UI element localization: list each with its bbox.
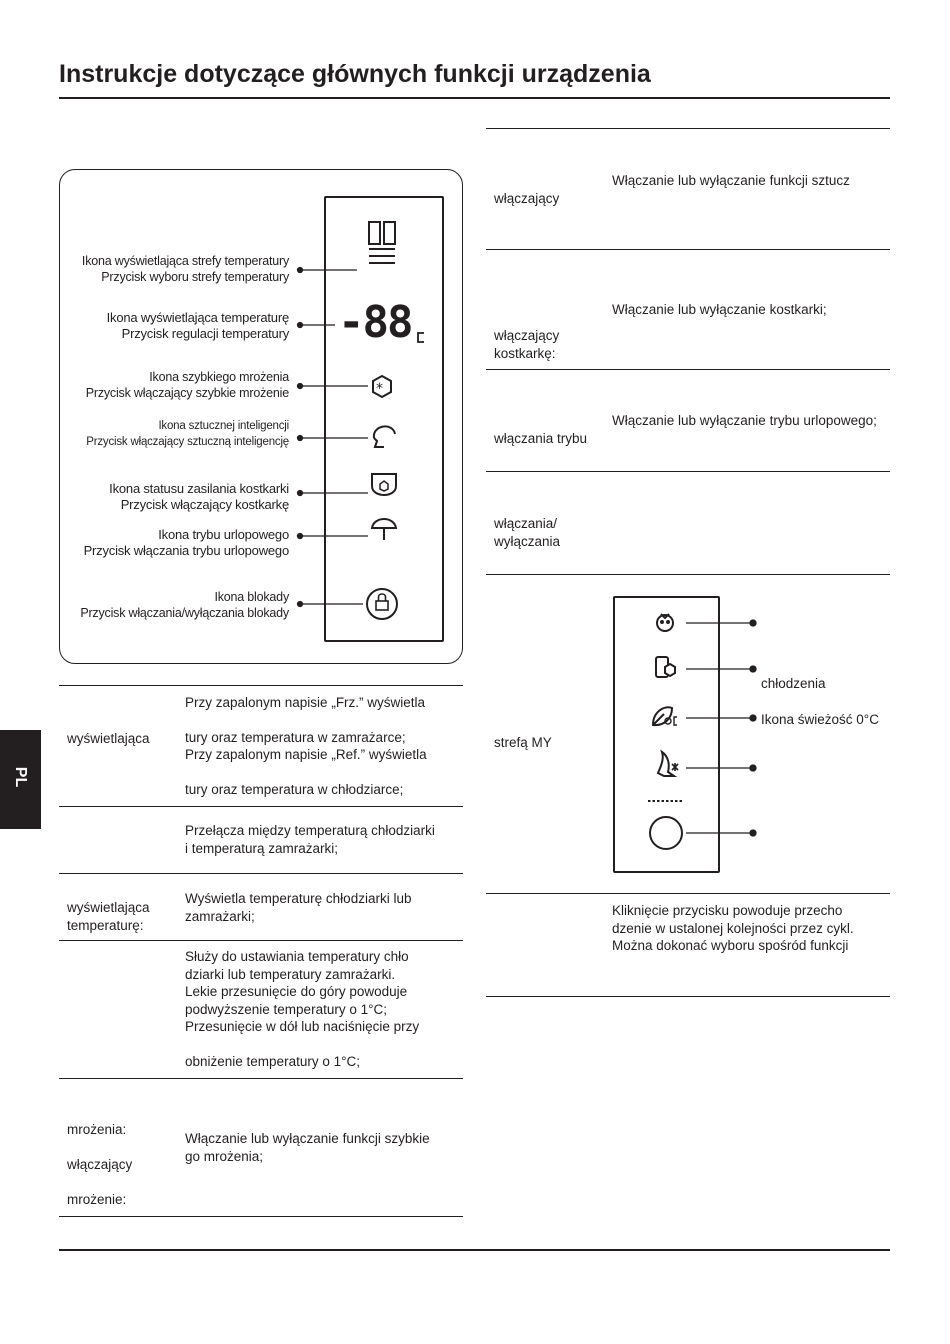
left-row1-label: wyświetlająca <box>67 731 150 746</box>
left-row5-desc: Włączanie lub wyłączanie funkcji szybkie go mrożenia; <box>185 1131 430 1164</box>
fish-freeze-icon <box>658 752 678 776</box>
right-rule-6 <box>486 893 890 894</box>
page-title: Instrukcje dotyczące głównych funkcji urządzenia <box>59 60 651 88</box>
left-row3-desc: Wyświetla temperaturę chłodziarki lub zamrażarki; <box>185 891 412 924</box>
right-row2-label: włączający kostkarkę: <box>494 328 560 361</box>
my-zone-note-cooling: chłodzenia <box>761 676 826 691</box>
beverage-icon <box>656 657 675 677</box>
label-quick-freeze-icon: Ikona szybkiego mrożenia Przycisk włączający szybkie mrożenie <box>85 370 289 400</box>
right-row5-label: strefą MY <box>494 735 552 750</box>
right-row2-desc: Włączanie lub wyłączanie kostkarki; <box>612 302 827 317</box>
right-row6-desc: Kliknięcie przycisku powoduje przecho dzenie w ustalonej kolejności przez cykl. Można dokonać wyboru spośród funkcji <box>612 903 854 953</box>
left-row5-label: mrożenia: włączający mrożenie: <box>67 1122 133 1207</box>
footer-rule <box>59 1249 890 1251</box>
label-zone-icon: Ikona wyświetlająca strefy temperatury Przycisk wyboru strefy temperatury <box>81 254 289 284</box>
right-row1-label: włączający <box>494 191 560 206</box>
left-row1-desc: Przy zapalonym napisie „Frz.” wyświetla tury oraz temperatura w zamrażarce; Przy zapalonym napisie „Ref.” wyświetla tury oraz temperatura w chłodziarce; <box>185 695 427 797</box>
left-row2-desc: Przełącza między temperaturą chłodziarki i temperaturą zamrażarki; <box>185 823 435 856</box>
my-zone-button <box>650 817 682 849</box>
right-row3-label: włączania trybu <box>494 431 588 446</box>
label-icemaker-icon: Ikona statusu zasilania kostkarki Przycisk włączający kostkarkę <box>109 481 289 512</box>
label-ai-icon: Ikona sztucznej inteligencji Przycisk włączający sztuczną inteligencję <box>86 420 289 448</box>
label-temperature-icon: Ikona wyświetlająca temperaturę Przycisk regulacji temperatury <box>106 310 289 341</box>
right-row3-desc: Włączanie lub wyłączanie trybu urlopowego; <box>612 413 877 428</box>
right-row1-desc: Włączanie lub wyłączanie funkcji sztucz <box>612 173 850 188</box>
right-row4-label: włączania/ wyłączania <box>494 516 561 549</box>
label-lock-icon: Ikona blokady Przycisk włączania/wyłączania blokady <box>80 590 289 620</box>
left-row3-label: wyświetlająca temperaturę: <box>67 900 150 933</box>
label-holiday-icon: Ikona trybu urlopowego Przycisk włączania trybu urlopowego <box>83 527 289 558</box>
right-rule-7 <box>486 996 890 997</box>
fresh-zero-icon <box>653 707 677 725</box>
my-zone-note-fresh: Ikona świeżość 0°C <box>761 712 879 727</box>
svg-text:*: * <box>376 381 383 397</box>
temperature-display-digits: -88 <box>338 297 412 348</box>
language-tab-label: PL <box>12 766 29 788</box>
fruit-icon <box>657 614 673 631</box>
left-row4-desc: Służy do ustawiania temperatury chło dziarki lub temperatury zamrażarki. Lekie przesunięcie do góry powoduje podwyższenie temperatury o 1°C; Przesunięcie w dół lub naciśnięcie przy obniżenie temperatury o 1°C; <box>185 949 420 1069</box>
